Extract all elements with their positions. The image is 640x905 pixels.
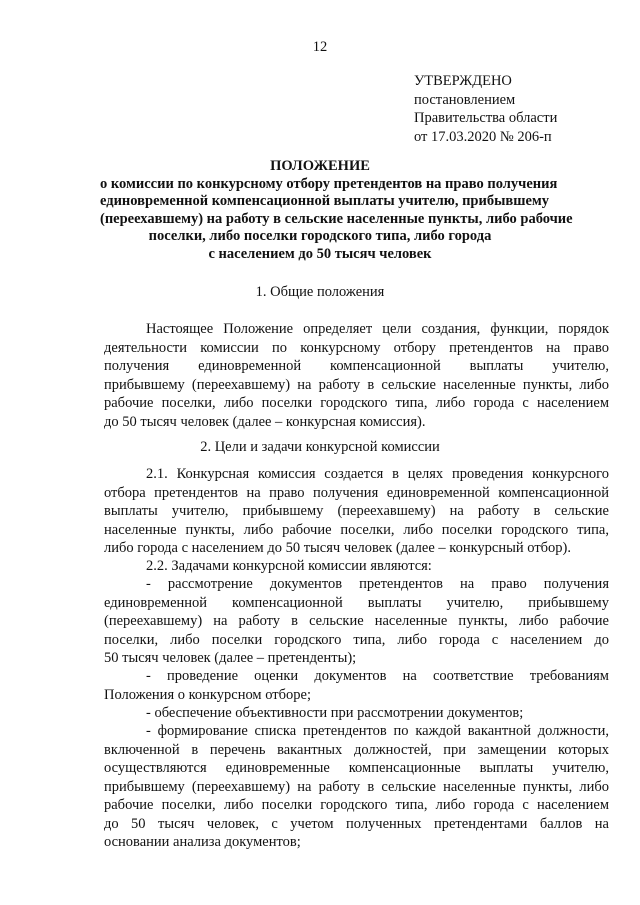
text-line: - формирование списка претендентов по каждой вакантной должности, xyxy=(146,723,609,739)
approval-line: Правительства области xyxy=(414,110,558,126)
title-line: поселки, либо поселки городского типа, либо города xyxy=(148,228,492,244)
title-line: с населением до 50 тысяч человек xyxy=(208,245,432,262)
section-heading-general: 1. Общие положения xyxy=(255,284,385,300)
list-item-candidate-list xyxy=(104,722,609,852)
text-line: населенные пункты, либо рабочие поселки, либо поселки городского типа, xyxy=(104,521,609,538)
text-line: Настоящее Положение определяет цели создания, функции, порядок xyxy=(146,321,609,337)
text-line: поселки, либо поселки городского типа, либо города с населением до xyxy=(104,631,609,648)
text-line: рабочие поселки, либо поселки городского типа, либо города с населением xyxy=(104,395,609,411)
text-line: деятельности комиссии по конкурсному отбору претендентов на право xyxy=(104,339,609,356)
text-line: либо города с населением до 50 тысяч человек (далее – конкурсный отбор). xyxy=(104,540,571,556)
text-line: прибывшему (переехавшему) на работу в сельские населенные пункты, либо xyxy=(104,778,609,795)
paragraph-2-1 xyxy=(104,465,609,558)
text-line: - проведение оценки документов на соответствие требованиям xyxy=(146,668,609,684)
text-line: рабочие поселки, либо поселки городского типа, либо города с населением xyxy=(104,797,609,813)
text-line: (переехавшему) на работу в сельские населенные пункты, либо рабочие xyxy=(104,613,609,629)
approval-line: постановлением xyxy=(414,91,516,108)
text-line: 2.2. Задачами конкурсной комиссии являются: xyxy=(146,558,432,574)
approval-line: УТВЕРЖДЕНО xyxy=(414,73,512,89)
text-line: Положения о конкурсном отборе; xyxy=(104,686,311,703)
paragraph-purpose xyxy=(104,320,609,431)
text-line: - рассмотрение документов претендентов на право получения xyxy=(146,576,609,592)
title-line: о комиссии по конкурсному отбору претендентов на право получения xyxy=(100,175,558,192)
page-number: 12 xyxy=(312,39,328,55)
approval-line: от 17.03.2020 № 206-п xyxy=(414,128,552,145)
text-line: отбора претендентов на право получения единовременной компенсационной xyxy=(104,484,609,501)
section-heading-goals: 2. Цели и задачи конкурсной комиссии xyxy=(200,439,440,455)
title-heading: ПОЛОЖЕНИЕ xyxy=(270,158,370,174)
approval-stamp xyxy=(414,72,557,146)
text-line: осуществляются единовременные компенсационные выплаты учителю, xyxy=(104,760,609,776)
text-line: до 50 тысяч человек, с учетом полученных претендентами баллов на xyxy=(104,815,609,832)
list-item-objectivity xyxy=(104,704,609,723)
text-line: выплаты учителю, прибывшему (переехавшему) на работу в сельские xyxy=(104,503,609,519)
list-item-assessment xyxy=(104,667,609,704)
text-line: включенной в перечень вакантных должностей, при замещении которых xyxy=(104,741,609,758)
text-line: основании анализа документов; xyxy=(104,834,301,850)
text-line: до 50 тысяч человек (далее – конкурсная комиссия). xyxy=(104,413,426,430)
text-line: прибывшему (переехавшему) на работу в сельские населенные пункты, либо xyxy=(104,376,609,393)
title-line: единовременной компенсационной выплаты учителю, прибывшему xyxy=(100,193,550,209)
text-line: 2.1. Конкурсная комиссия создается в целях проведения конкурсного xyxy=(146,466,609,482)
text-line: получения единовременной компенсационной выплаты учителю, xyxy=(104,358,609,374)
document-title xyxy=(100,158,573,263)
text-line: единовременной компенсационной выплаты учителю, прибывшему xyxy=(104,594,609,611)
list-item-review-documents xyxy=(104,575,609,668)
paragraph-2-2 xyxy=(104,557,609,576)
text-line: 50 тысяч человек (далее – претенденты); xyxy=(104,650,357,666)
text-line: - обеспечение объективности при рассмотрении документов; xyxy=(146,705,524,721)
title-line: (переехавшему) на работу в сельские населенные пункты, либо рабочие xyxy=(100,210,573,227)
